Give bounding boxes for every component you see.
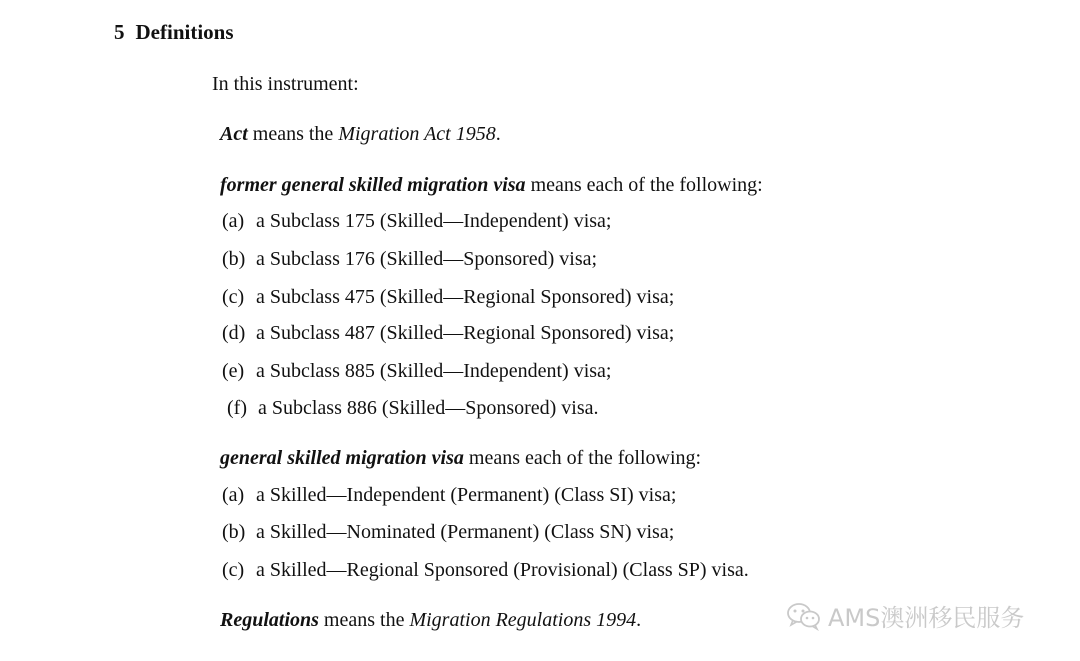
section-number: 5 — [114, 20, 125, 44]
item-label: (a) — [222, 210, 245, 232]
term-gsm: general skilled migration visa — [220, 447, 464, 469]
definition-end: . — [495, 123, 501, 145]
term-regulations: Regulations — [220, 609, 319, 631]
list-item — [222, 485, 676, 505]
list-item — [227, 398, 599, 418]
item-label: (b) — [222, 248, 246, 270]
list-item — [222, 287, 674, 307]
definition-end: . — [636, 609, 642, 631]
item-label: (f) — [227, 397, 247, 419]
item-label: (d) — [222, 322, 246, 344]
watermark — [786, 598, 1024, 633]
item-text: a Subclass 175 (Skilled—Independent) visa; — [256, 210, 612, 232]
item-label: (b) — [222, 521, 246, 543]
intro-text: In this instrument: — [212, 73, 359, 95]
item-text: a Skilled—Regional Sponsored (Provisional) (Class SP) visa. — [256, 559, 749, 581]
item-text: a Skilled—Nominated (Permanent) (Class SN) visa; — [256, 521, 675, 543]
list-item — [222, 361, 612, 381]
term-act: Act — [220, 123, 248, 145]
list-item — [222, 211, 612, 231]
act-reference: Migration Act 1958 — [338, 123, 496, 145]
definition-former-gsm — [220, 175, 763, 195]
list-item — [222, 560, 749, 580]
list-item — [222, 249, 597, 269]
list-item — [222, 323, 674, 343]
definition-connector: means the — [318, 609, 410, 631]
item-text: a Subclass 487 (Skilled—Regional Sponsored) visa; — [256, 322, 675, 344]
section-title: Definitions — [135, 20, 234, 44]
item-label: (c) — [222, 286, 245, 308]
regulations-reference: Migration Regulations 1994 — [409, 609, 637, 631]
list-item — [222, 522, 674, 542]
wechat-icon — [786, 601, 822, 631]
item-label: (e) — [222, 360, 245, 382]
definition-connector: means each of the following: — [463, 447, 702, 469]
definition-connector: means the — [247, 123, 339, 145]
item-text: a Subclass 886 (Skilled—Sponsored) visa. — [258, 397, 599, 419]
definition-act — [220, 124, 501, 144]
item-text: a Subclass 176 (Skilled—Sponsored) visa; — [256, 248, 598, 270]
definition-gsm — [220, 448, 701, 468]
section-heading — [114, 22, 234, 43]
item-label: (c) — [222, 559, 245, 581]
definition-regulations — [220, 610, 641, 630]
definition-connector: means each of the following: — [525, 174, 763, 196]
watermark-text: AMS澳洲移民服务 — [828, 604, 1025, 632]
item-label: (a) — [222, 484, 245, 506]
term-former-gsm: former general skilled migration visa — [220, 174, 526, 196]
item-text: a Subclass 475 (Skilled—Regional Sponsored) visa; — [256, 286, 675, 308]
item-text: a Subclass 885 (Skilled—Independent) visa; — [256, 360, 612, 382]
item-text: a Skilled—Independent (Permanent) (Class SI) visa; — [256, 484, 677, 506]
